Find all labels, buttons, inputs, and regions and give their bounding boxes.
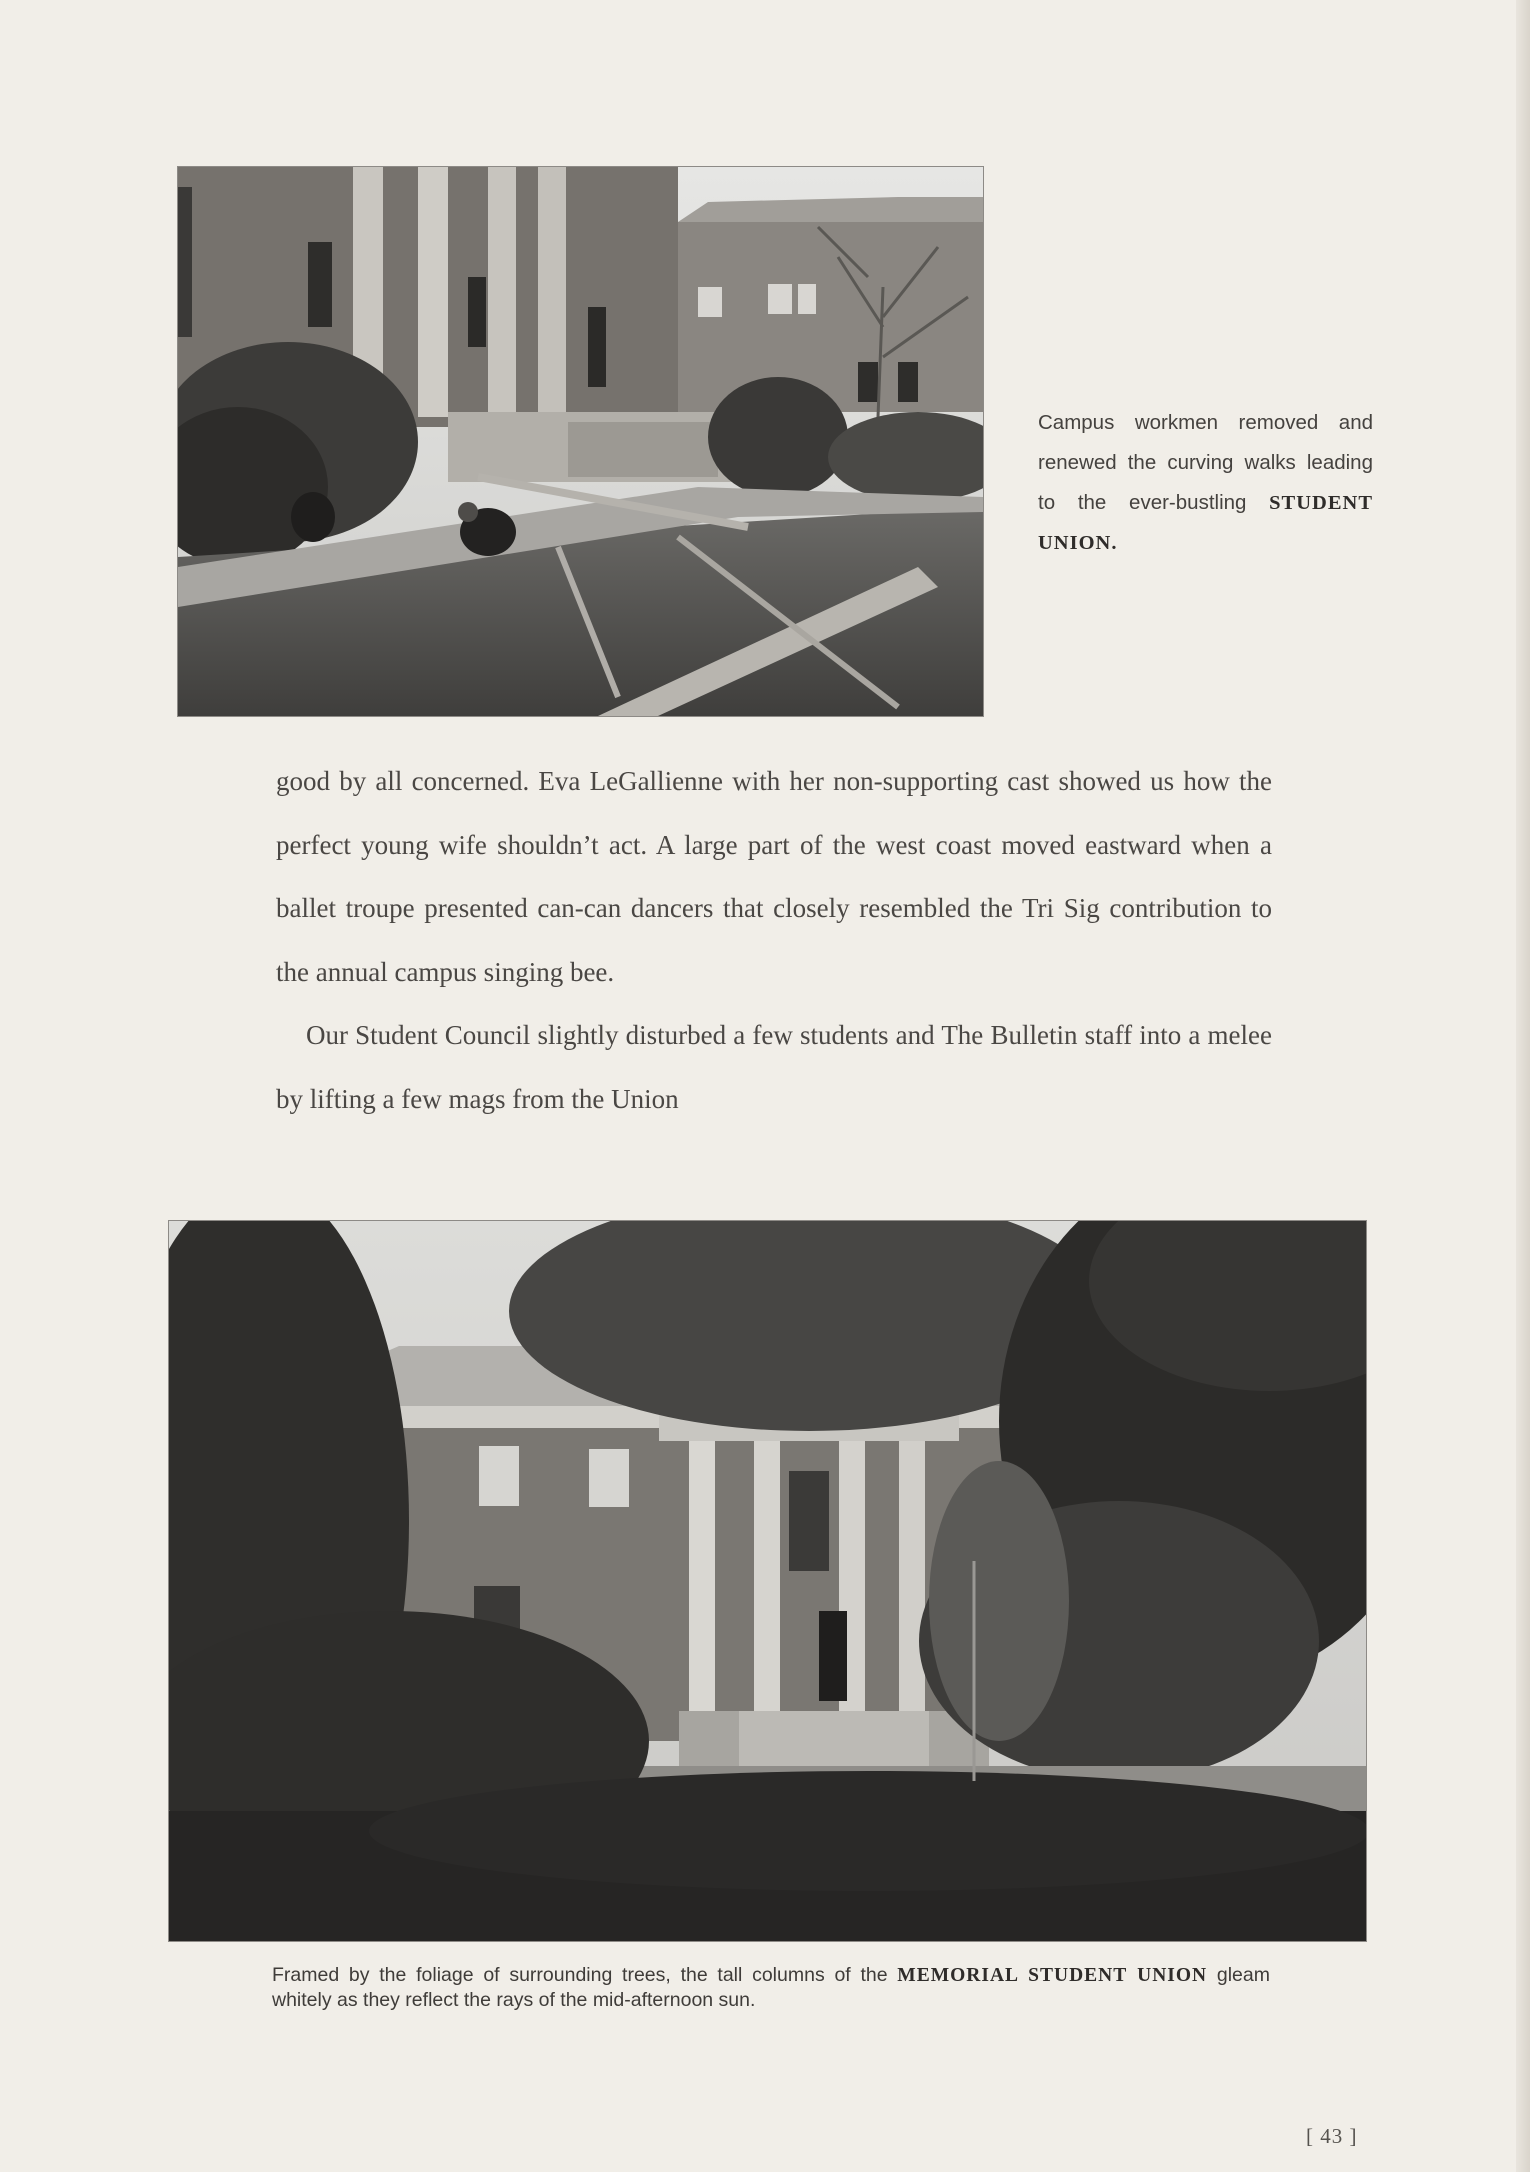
page-edge — [1516, 0, 1530, 2172]
bottom-caption-text-before: Framed by the foliage of surrounding trees, the tall columns of the — [272, 1964, 898, 1986]
page-number: [ 43 ] — [1306, 2124, 1358, 2148]
top-caption-emphasis: STUDENT UNION. — [1038, 492, 1373, 554]
bottom-photo-caption — [272, 1963, 1270, 2012]
photo-memorial-student-union — [169, 1221, 1366, 1941]
body-text — [276, 750, 1272, 1131]
top-caption-text: Campus workmen removed and renewed the curving walks leading to the ever-bustling — [1038, 411, 1373, 514]
top-photo-caption — [1038, 403, 1373, 563]
photo-workmen-walks — [178, 167, 983, 716]
body-paragraph-1: good by all concerned. Eva LeGallienne with her non-supporting cast showed us how the perfect young wife shouldn’t act. A large part of the west coast moved eastward when a ballet troupe presented can-can dancers that closely resembled the Tri Sig contribution to the annual campus singing bee. — [276, 766, 1272, 987]
bottom-caption-emphasis: MEMORIAL STUDENT UNION — [897, 1965, 1208, 1986]
bottom-caption-text-after: gleam whitely as they reflect the rays of the mid-afternoon sun. — [272, 1964, 1270, 2011]
body-paragraph-2: Our Student Council slightly disturbed a few students and The Bulletin staff into a melee by lifting a few mags from the Union — [276, 1020, 1272, 1114]
